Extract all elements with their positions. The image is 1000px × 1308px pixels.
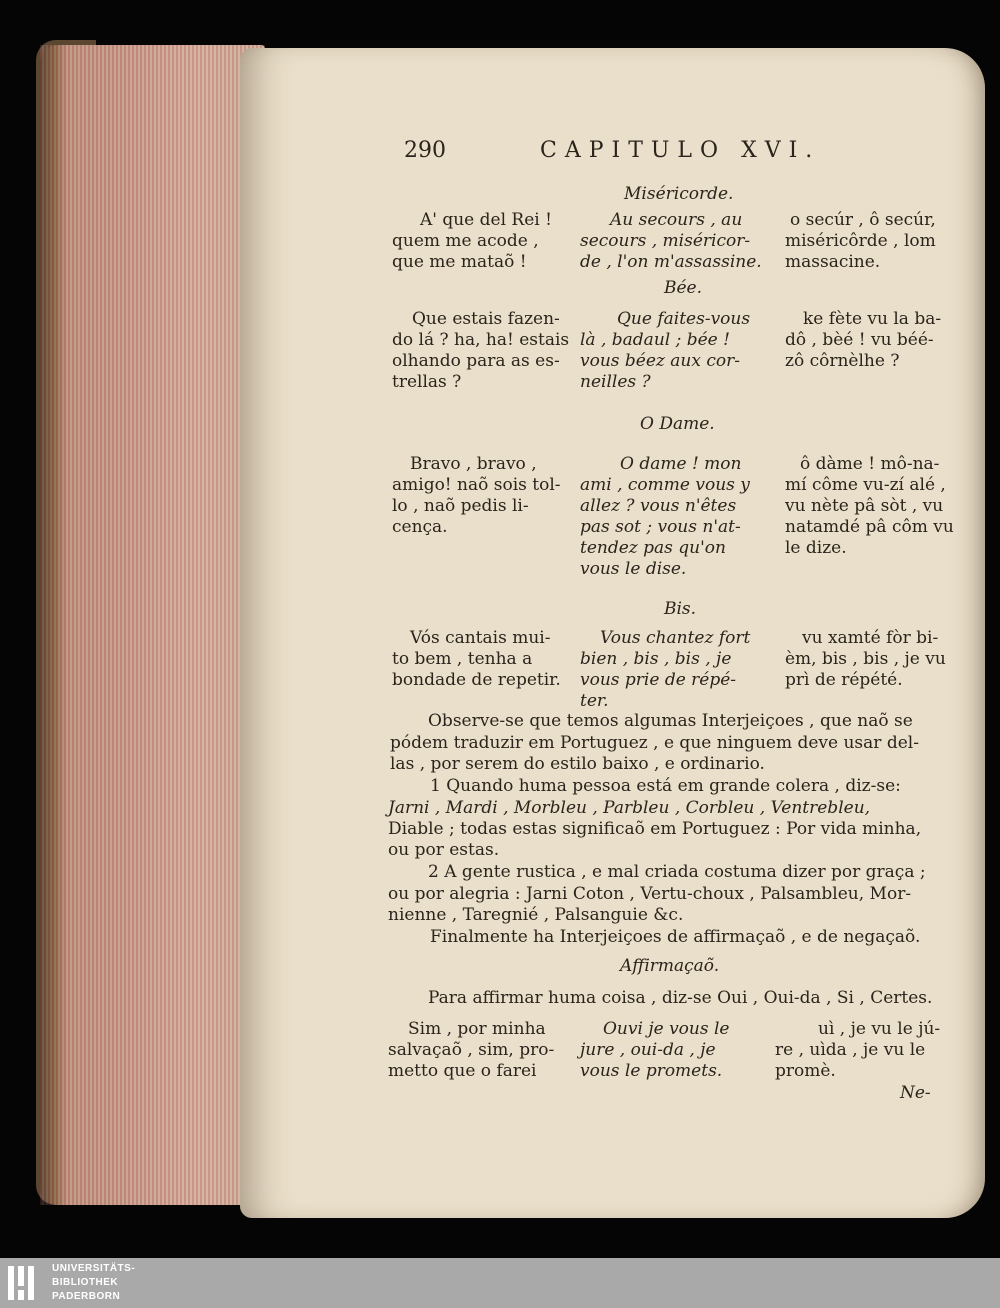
text-line: neilles ? xyxy=(580,372,651,392)
page-number: 290 xyxy=(404,138,446,163)
text-line: O dame ! mon xyxy=(620,454,742,474)
text-line: ou por estas. xyxy=(388,840,500,860)
text-line: uì , je vu le jú- xyxy=(818,1019,941,1039)
text-line: vous prie de répé- xyxy=(580,670,737,690)
text-line: promè. xyxy=(775,1061,836,1081)
text-line: vous le dise. xyxy=(580,559,687,579)
text-line: tendez pas qu'on xyxy=(580,538,726,558)
text-line: pas sot ; vous n'at- xyxy=(580,517,741,537)
text-line: Vous chantez fort xyxy=(600,628,751,648)
text-line: de , l'on m'assassine. xyxy=(580,252,762,272)
text-line: A' que del Rei ! xyxy=(420,210,552,230)
text-line: ô dàme ! mô-na- xyxy=(800,454,940,474)
text-line: 2 A gente rustica , e mal criada costuma dizer por graça ; xyxy=(428,862,926,882)
text-line: lo , naõ pedis li- xyxy=(392,496,529,516)
text-line: Au secours , au xyxy=(610,210,743,230)
text-line: o secúr , ô secúr, xyxy=(790,210,936,230)
text-line: salvaçaõ , sim, pro- xyxy=(388,1040,555,1060)
text-line: metto que o farei xyxy=(388,1061,537,1081)
text-line: pódem traduzir em Portuguez , e que ninguem deve usar del- xyxy=(390,733,919,753)
text-line: miséricôrde , lom xyxy=(785,231,936,251)
text-line: jure , oui-da , je xyxy=(580,1040,716,1060)
text-line: Finalmente ha Interjeiçoes de affirmaçaõ , e de negaçaõ. xyxy=(430,927,921,947)
text-line: olhando para as es- xyxy=(392,351,560,371)
text-line: trellas ? xyxy=(392,372,462,392)
text-line: cença. xyxy=(392,517,448,537)
text-line: que me mataõ ! xyxy=(392,252,527,272)
text-line: mí côme vu-zí alé , xyxy=(785,475,946,495)
text-line: nienne , Taregnié , Palsanguie &c. xyxy=(388,905,684,925)
text-line: Bravo , bravo , xyxy=(410,454,537,474)
text-line: bien , bis , bis , je xyxy=(580,649,732,669)
text-line: là , badaul ; bée ! xyxy=(580,330,730,350)
text-line: re , uìda , je vu le xyxy=(775,1040,926,1060)
text-line: zô côrnèlhe ? xyxy=(785,351,900,371)
text-line: ter. xyxy=(580,691,609,711)
text-line: Ne- xyxy=(900,1083,931,1103)
library-footer xyxy=(0,1258,1000,1308)
text-line: Que estais fazen- xyxy=(412,309,560,329)
text-line: secours , miséricor- xyxy=(580,231,751,251)
text-line: vu nète pâ sòt , vu xyxy=(785,496,944,516)
text-line: amigo! naõ sois tol- xyxy=(392,475,561,495)
text-line: èm, bis , bis , je vu xyxy=(785,649,946,669)
text-line: 1 Quando huma pessoa está em grande colera , diz-se: xyxy=(430,776,901,796)
text-line: Diable ; todas estas significaõ em Portuguez : Por vida minha, xyxy=(388,819,922,839)
text-line: Bée. xyxy=(664,278,703,298)
text-line: Para affirmar huma coisa , diz-se Oui , Oui-da , Si , Certes. xyxy=(428,988,933,1008)
text-line: Sim , por minha xyxy=(408,1019,546,1039)
text-line: to bem , tenha a xyxy=(392,649,533,669)
text-line: Que faites-vous xyxy=(617,309,751,329)
text-line: vous le promets. xyxy=(580,1061,723,1081)
text-line: quem me acode , xyxy=(392,231,539,251)
text-line: Vós cantais mui- xyxy=(410,628,551,648)
text-line: prì de répété. xyxy=(785,670,903,690)
page-block-edge xyxy=(40,45,265,1205)
text-line: O Dame. xyxy=(640,414,715,434)
text-line: ami , comme vous y xyxy=(580,475,750,495)
text-line: Affirmaçaõ. xyxy=(620,956,720,976)
text-line: le dize. xyxy=(785,538,847,558)
text-line: las , por serem do estilo baixo , e ordinario. xyxy=(390,754,765,774)
library-name-line2: BIBLIOTHEK xyxy=(52,1277,119,1288)
library-name-line3: PADERBORN xyxy=(52,1291,121,1302)
text-line: ke fète vu la ba- xyxy=(803,309,942,329)
text-line: ou por alegria : Jarni Coton , Vertu-choux , Palsambleu, Mor- xyxy=(388,884,912,904)
text-line: Miséricorde. xyxy=(624,184,734,204)
text-line: dô , bèé ! vu béé- xyxy=(785,330,934,350)
text-line: allez ? vous n'êtes xyxy=(580,496,737,516)
text-line: do lá ? ha, ha! estais xyxy=(392,330,570,350)
text-line: Ouvi je vous le xyxy=(603,1019,730,1039)
text-line: Jarni , Mardi , Morbleu , Parbleu , Corbleu , Ventrebleu, xyxy=(388,798,871,818)
text-line: vu xamté fòr bi- xyxy=(802,628,939,648)
text-line: vous béez aux cor- xyxy=(580,351,740,371)
chapter-title: CAPITULO XVI. xyxy=(540,138,821,163)
text-line: bondade de repetir. xyxy=(392,670,561,690)
text-line: Observe-se que temos algumas Interjeiçoes , que naõ se xyxy=(428,711,913,731)
text-line: Bis. xyxy=(664,599,697,619)
library-logo-icon xyxy=(6,1262,46,1304)
text-line: massacine. xyxy=(785,252,881,272)
text-line: natamdé pâ côm vu xyxy=(785,517,954,537)
library-name-line1: UNIVERSITÄTS- xyxy=(52,1263,136,1274)
